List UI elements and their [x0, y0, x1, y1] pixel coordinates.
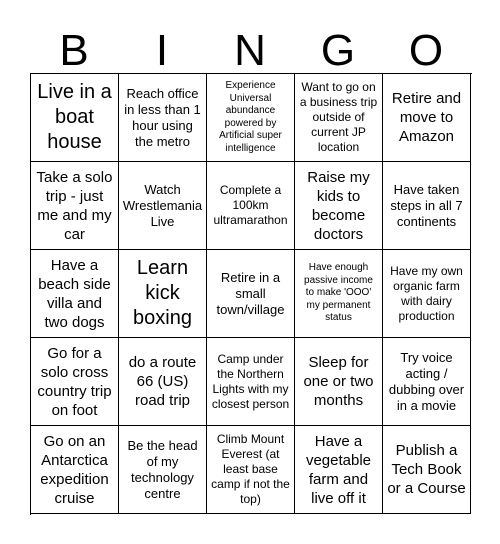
- bingo-cell[interactable]: [207, 338, 295, 426]
- bingo-cell[interactable]: [295, 162, 383, 250]
- bingo-cell[interactable]: [295, 426, 383, 514]
- cell-text: Climb Mount Everest (at least base camp if not the top): [211, 432, 290, 506]
- cell-text: Raise my kids to become doctors: [307, 168, 370, 243]
- bingo-cell[interactable]: [31, 338, 119, 426]
- header-letter-g: G: [320, 26, 356, 75]
- bingo-grid: [30, 73, 472, 515]
- cell-text: Experience Universal abundance powered by Artificial super intelligence: [219, 80, 282, 154]
- cell-text: Live in a boat house: [37, 81, 112, 153]
- bingo-header: [30, 28, 470, 74]
- bingo-cell[interactable]: [383, 74, 471, 162]
- cell-text: Go on an Antarctica expedition cruise: [40, 432, 109, 507]
- cell-text: Have enough passive income to make 'OOO' my permanent status: [304, 262, 373, 324]
- cell-text: Retire in a small town/village: [216, 269, 285, 317]
- cell-text: Go for a solo cross country trip on foot: [37, 344, 112, 419]
- header-letter-n: N: [234, 26, 266, 75]
- bingo-cell[interactable]: [119, 74, 207, 162]
- cell-text: Have a beach side villa and two dogs: [38, 256, 111, 331]
- bingo-cell[interactable]: [383, 338, 471, 426]
- bingo-cell[interactable]: [295, 338, 383, 426]
- cell-text: Want to go on a business trip outside of current JP location: [299, 80, 378, 154]
- bingo-cell[interactable]: [295, 74, 383, 162]
- bingo-cell[interactable]: [383, 250, 471, 338]
- cell-text: do a route 66 (US) road trip: [128, 354, 197, 409]
- bingo-cell[interactable]: [31, 162, 119, 250]
- cell-text: Learn kick boxing: [133, 257, 192, 329]
- header-letter-i: I: [155, 26, 169, 75]
- header-letter-b: B: [59, 26, 89, 75]
- bingo-cell[interactable]: [119, 338, 207, 426]
- cell-text: Have my own organic farm with dairy production: [390, 263, 463, 323]
- bingo-cell[interactable]: [207, 74, 295, 162]
- cell-text: Take a solo trip - just me and my car: [36, 168, 113, 243]
- cell-text: Camp under the Northern Lights with my closest person: [211, 351, 290, 411]
- bingo-cell[interactable]: [31, 74, 119, 162]
- cell-text: Reach office in less than 1 hour using the metro: [124, 85, 201, 149]
- bingo-cell[interactable]: [31, 250, 119, 338]
- cell-text: Publish a Tech Book or a Course: [387, 442, 466, 497]
- bingo-cell[interactable]: [31, 426, 119, 514]
- cell-text: Watch Wrestlemania Live: [122, 181, 203, 229]
- cell-text: Have taken steps in all 7 continents: [390, 181, 463, 229]
- bingo-cell[interactable]: [383, 426, 471, 514]
- bingo-cell[interactable]: [207, 426, 295, 514]
- cell-text: Be the head of my technology centre: [127, 437, 198, 501]
- bingo-cell[interactable]: [383, 162, 471, 250]
- bingo-cell[interactable]: [119, 162, 207, 250]
- cell-text: Retire and move to Amazon: [391, 90, 462, 145]
- cell-text: Have a vegetable farm and live off it: [305, 432, 372, 507]
- bingo-cell[interactable]: [295, 250, 383, 338]
- bingo-cell[interactable]: [207, 250, 295, 338]
- cell-text: Try voice acting / dubbing over in a movie: [388, 349, 465, 413]
- bingo-cell[interactable]: [207, 162, 295, 250]
- header-letter-o: O: [408, 26, 444, 75]
- cell-text: Complete a 100km ultramarathon: [213, 183, 288, 227]
- bingo-cell[interactable]: [119, 426, 207, 514]
- bingo-cell[interactable]: [119, 250, 207, 338]
- cell-text: Sleep for one or two months: [303, 354, 374, 409]
